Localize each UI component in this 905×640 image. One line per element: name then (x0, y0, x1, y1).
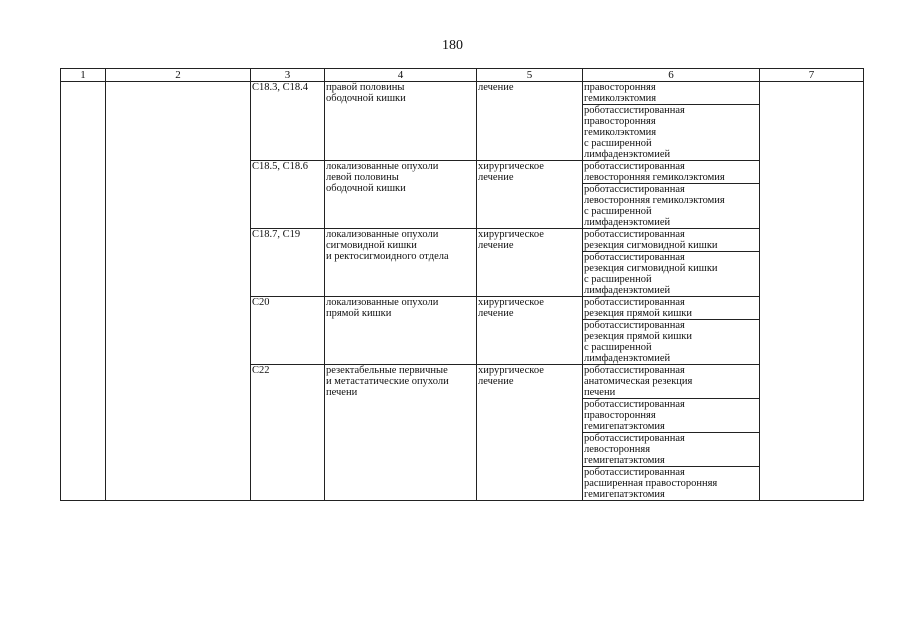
medical-care-table (60, 68, 864, 501)
column-number: 4 (325, 69, 477, 82)
page-number: 180 (442, 38, 463, 53)
treatment-cell: лечение (477, 82, 583, 161)
column-number: 5 (477, 69, 583, 82)
code-cell: C18.7, C19 (251, 229, 325, 297)
column-number: 7 (760, 69, 864, 82)
column-number: 1 (61, 69, 106, 82)
empty-col7-cell (760, 82, 864, 501)
method-cell: роботассистированная резекция прямой кишки с расширенной лимфаденэктомией (583, 320, 760, 365)
table-body (61, 82, 864, 501)
method-cell: роботассистированная резекция сигмовидной кишки с расширенной лимфаденэктомией (583, 252, 760, 297)
empty-col1-cell (61, 82, 106, 501)
empty-col2-cell (106, 82, 251, 501)
code-cell: C22 (251, 365, 325, 501)
method-cell: роботассистированная правосторонняя гемиколэктомия с расширенной лимфаденэктомией (583, 105, 760, 161)
column-number: 2 (106, 69, 251, 82)
diagnosis-cell: локализованные опухоли левой половины ободочной кишки (325, 161, 477, 229)
treatment-cell: хирургическое лечение (477, 161, 583, 229)
code-cell: C20 (251, 297, 325, 365)
method-cell: роботассистированная левосторонняя гемигепатэктомия (583, 433, 760, 467)
method-cell: роботассистированная резекция сигмовидной кишки (583, 229, 760, 252)
column-number: 6 (583, 69, 760, 82)
diagnosis-cell: резектабельные первичные и метастатические опухоли печени (325, 365, 477, 501)
code-cell: C18.3, C18.4 (251, 82, 325, 161)
method-cell: правосторонняя гемиколэктомия (583, 82, 760, 105)
method-cell: роботассистированная расширенная правосторонняя гемигепатэктомия (583, 467, 760, 501)
method-cell: роботассистированная правосторонняя гемигепатэктомия (583, 399, 760, 433)
diagnosis-cell: локализованные опухоли сигмовидной кишки и ректосигмоидного отдела (325, 229, 477, 297)
diagnosis-cell: локализованные опухоли прямой кишки (325, 297, 477, 365)
method-cell: роботассистированная левосторонняя гемиколэктомия (583, 161, 760, 184)
method-cell: роботассистированная левосторонняя гемиколэктомия с расширенной лимфаденэктомией (583, 184, 760, 229)
code-cell: C18.5, C18.6 (251, 161, 325, 229)
treatment-cell: хирургическое лечение (477, 365, 583, 501)
diagnosis-cell: правой половины ободочной кишки (325, 82, 477, 161)
table-row (61, 82, 864, 105)
method-cell: роботассистированная анатомическая резекция печени (583, 365, 760, 399)
method-cell: роботассистированная резекция прямой кишки (583, 297, 760, 320)
treatment-cell: хирургическое лечение (477, 297, 583, 365)
column-number-row (61, 69, 864, 82)
column-number: 3 (251, 69, 325, 82)
treatment-cell: хирургическое лечение (477, 229, 583, 297)
